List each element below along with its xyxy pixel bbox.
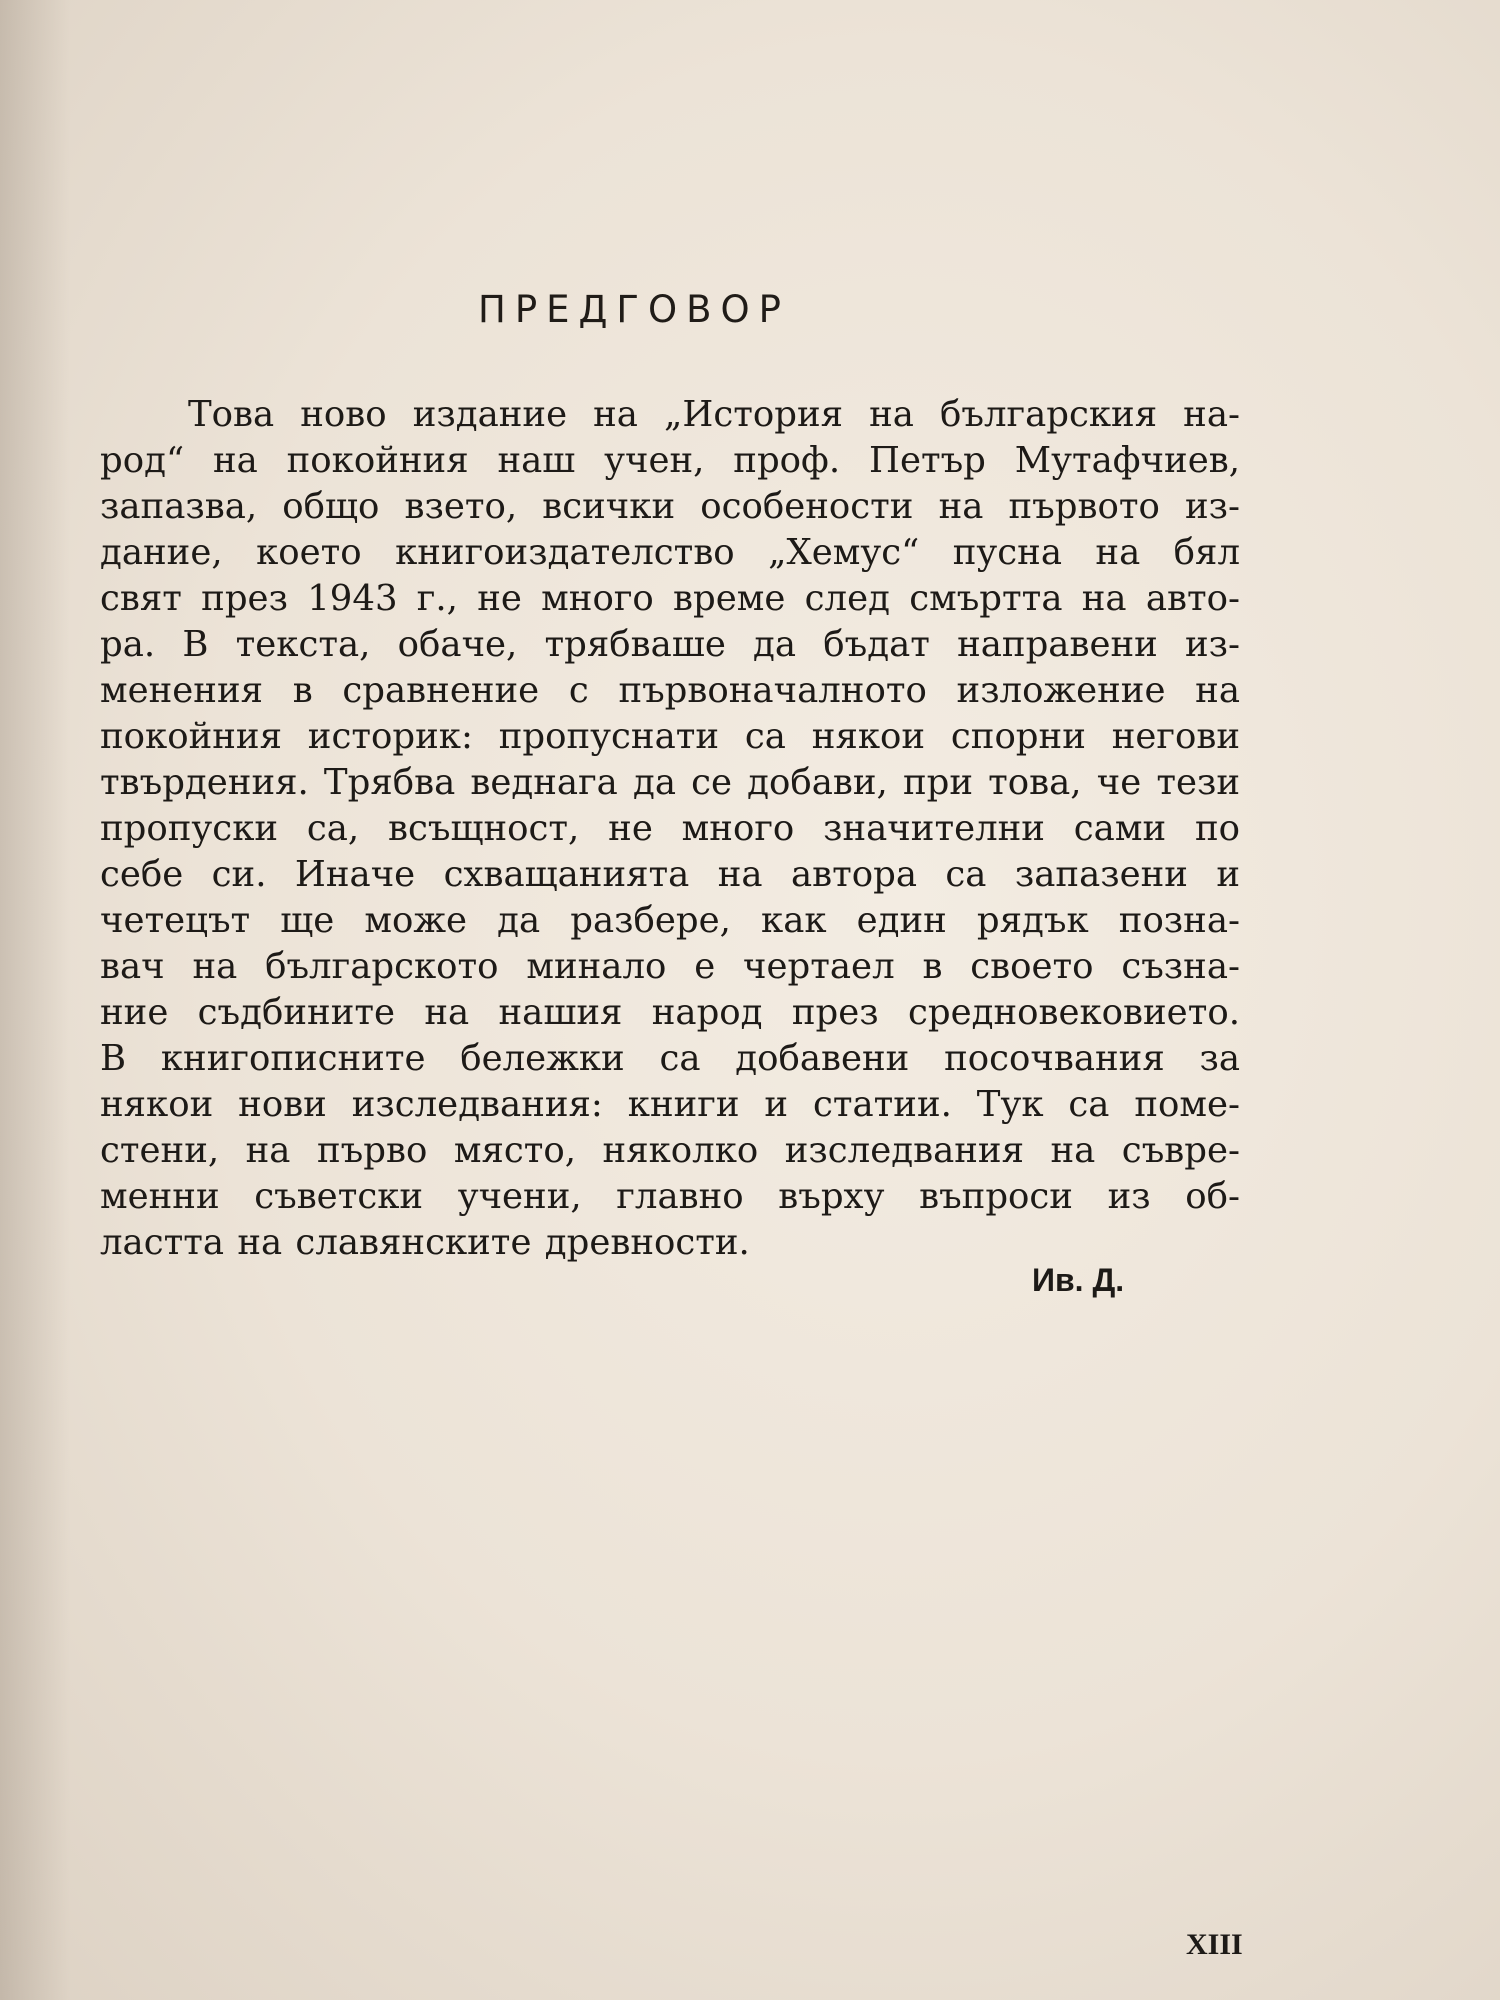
text-line: В книгописните бележки са добавени посочвания за bbox=[100, 1038, 1240, 1079]
text-line: менни съветски учени, главно върху въпроси из об- bbox=[100, 1176, 1240, 1217]
page-number: XIII bbox=[1186, 1928, 1243, 1961]
text-line: ра. В текста, обаче, трябваше да бъдат направени из- bbox=[100, 624, 1240, 665]
page-heading: ПРЕДГОВОР bbox=[478, 288, 790, 331]
text-line: пропуски са, всъщност, не много значителни сами по bbox=[100, 808, 1240, 849]
page-edge-shadow bbox=[0, 0, 70, 2000]
text-line: покойния историк: пропуснати са някои спорни негови bbox=[100, 716, 1240, 757]
text-line: себе си. Иначе схващанията на автора са запазени и bbox=[100, 854, 1240, 895]
text-line: дание, което книгоиздателство „Хемус“ пусна на бял bbox=[100, 532, 1240, 573]
text-line: някои нови изследвания: книги и статии. Тук са поме- bbox=[100, 1084, 1240, 1125]
text-line: свят през 1943 г., не много време след смъртта на авто- bbox=[100, 578, 1240, 619]
text-line: запазва, общо взето, всички особености на първото из- bbox=[100, 486, 1240, 527]
text-line: род“ на покойния наш учен, проф. Петър Мутафчиев, bbox=[100, 440, 1240, 481]
author-signature: Ив. Д. bbox=[1032, 1262, 1125, 1298]
preface-paragraph bbox=[100, 392, 1240, 1266]
text-line: стени, на първо място, няколко изследвания на съвре- bbox=[100, 1130, 1240, 1171]
text-line: четецът ще може да разбере, как един рядък позна- bbox=[100, 900, 1240, 941]
text-line: вач на българското минало е чертаел в своето съзна- bbox=[100, 946, 1240, 987]
text-line: менения в сравнение с първоначалното изложение на bbox=[100, 670, 1240, 711]
text-line: Това ново издание на „История на българския на- bbox=[188, 394, 1240, 435]
text-line: ние съдбините на нашия народ през средновековието. bbox=[100, 992, 1240, 1033]
text-line: твърдения. Трябва веднага да се добави, при това, че тези bbox=[100, 762, 1240, 803]
text-line: ластта на славянските древности. bbox=[100, 1222, 750, 1263]
